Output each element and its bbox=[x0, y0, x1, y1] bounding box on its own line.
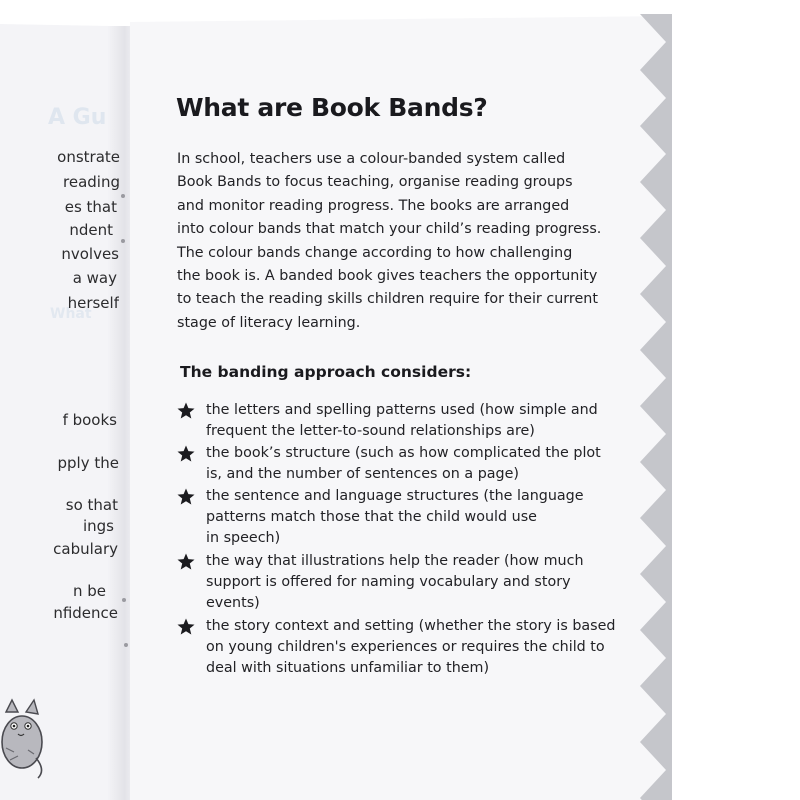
left-page-line: reading bbox=[63, 173, 120, 191]
left-page-line: ndent bbox=[69, 221, 113, 239]
list-item-line: deal with situations unfamiliar to them) bbox=[206, 660, 490, 677]
staple-hole bbox=[122, 598, 126, 602]
left-page-line: ings bbox=[82, 517, 114, 535]
intro-paragraph bbox=[177, 148, 627, 335]
staple-hole bbox=[121, 239, 125, 243]
list-item-line: the story context and setting (whether the story is based bbox=[206, 618, 616, 634]
star-icon bbox=[176, 486, 196, 507]
list-item-line: the sentence and language structures (the language bbox=[206, 488, 584, 504]
left-page-line: f books bbox=[62, 411, 117, 429]
intro-line: In school, teachers use a colour-banded system called bbox=[177, 151, 566, 167]
list-item-line: the letters and spelling patterns used (how simple and bbox=[206, 402, 598, 418]
intro-line: Book Bands to focus teaching, organise reading groups bbox=[177, 174, 573, 191]
staple-hole bbox=[121, 194, 125, 198]
list-item-line: support is offered for naming vocabulary and story bbox=[206, 574, 571, 591]
list-item-line: is, and the number of sentences on a page) bbox=[206, 466, 519, 483]
page-title: What are Book Bands? bbox=[176, 93, 488, 122]
section-subheading: The banding approach considers: bbox=[180, 363, 472, 381]
svg-text:A Gu: A Gu bbox=[48, 105, 107, 130]
star-icon bbox=[176, 443, 196, 464]
intro-line: The colour bands change according to how challenging bbox=[177, 244, 573, 261]
left-page-line: onstrate bbox=[57, 148, 120, 166]
list-item-line: frequent the letter-to-sound relationships are) bbox=[206, 423, 535, 440]
star-icon bbox=[176, 551, 196, 572]
left-page-line: n be bbox=[72, 582, 106, 600]
left-page-line: herself bbox=[67, 294, 119, 312]
left-page-line: pply the bbox=[57, 454, 119, 472]
star-icon bbox=[176, 616, 196, 637]
left-page-line: cabulary bbox=[53, 540, 118, 558]
left-page-line: nfidence bbox=[53, 604, 118, 622]
left-page-line: so that bbox=[65, 496, 118, 514]
staple-hole bbox=[124, 643, 128, 647]
intro-line: the book is. A banded book gives teachers the opportunity bbox=[177, 268, 598, 285]
left-page-line: es that bbox=[64, 198, 117, 216]
svg-text:What: What bbox=[50, 306, 92, 322]
intro-line: to teach the reading skills children require for their current bbox=[177, 291, 598, 308]
left-page-line: a way bbox=[72, 269, 117, 287]
list-item-line: events) bbox=[206, 595, 260, 612]
star-icon bbox=[176, 400, 196, 421]
left-page-line: nvolves bbox=[61, 245, 119, 263]
intro-line: and monitor reading progress. The books are arranged bbox=[177, 197, 570, 214]
list-item-line: on young children's experiences or requires the child to bbox=[206, 639, 605, 656]
intro-line: stage of literacy learning. bbox=[177, 314, 361, 331]
list-item-line: patterns match those that the child would use bbox=[206, 509, 537, 526]
list-item-line: the book’s structure (such as how complicated the plot bbox=[206, 445, 601, 461]
intro-line: into colour bands that match your child’s reading progress. bbox=[177, 221, 602, 238]
list-item-line: in speech) bbox=[206, 530, 281, 547]
list-item-line: the way that illustrations help the reader (how much bbox=[206, 553, 584, 569]
